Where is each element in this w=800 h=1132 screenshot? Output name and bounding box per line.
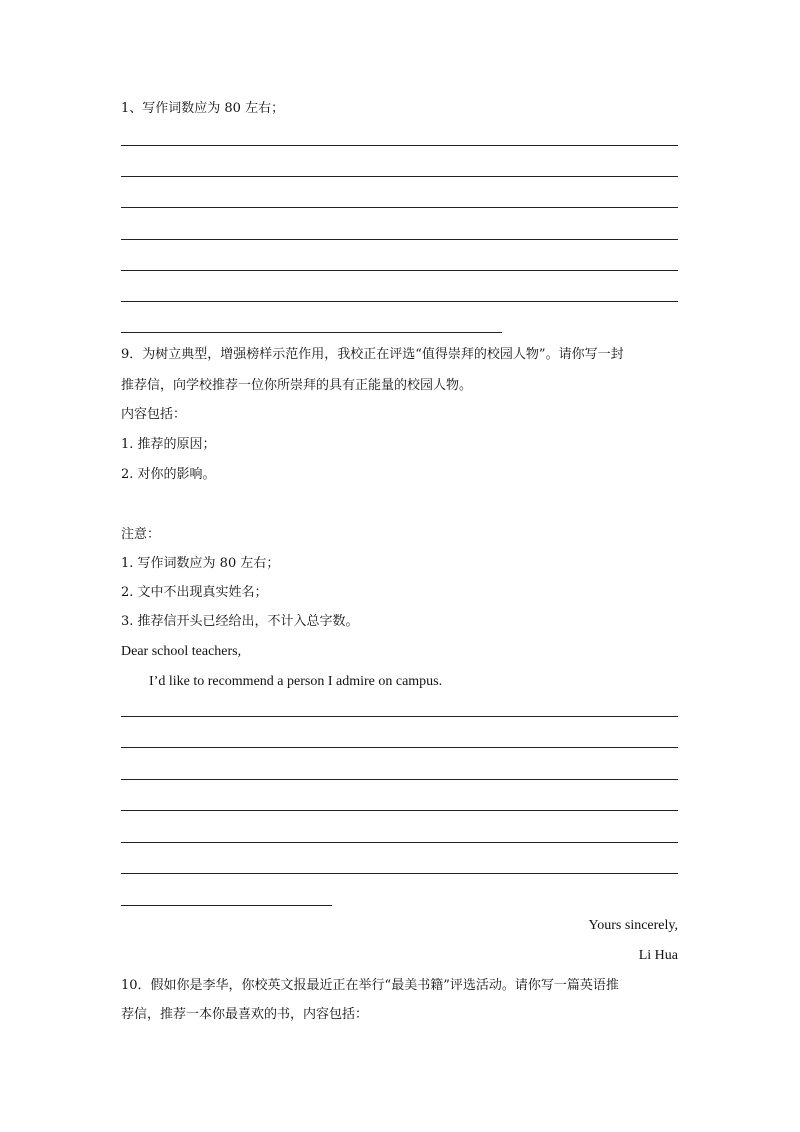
- answer-line: [121, 747, 678, 748]
- q9-content-item-1: 1. 推荐的原因；: [121, 437, 216, 452]
- q9-prompt-line1: 9．为树立典型，增强榜样示范作用，我校正在评选“值得崇拜的校园人物”。请你写一封: [121, 347, 624, 362]
- letter-salutation: Dear school teachers,: [121, 644, 242, 659]
- q10-prompt-line1: 10．假如你是李华，你校英文报最近正在举行“最美书籍”评选活动。请你写一篇英语推: [121, 978, 619, 993]
- letter-signature: Li Hua: [638, 948, 678, 963]
- answer-line: [121, 842, 678, 843]
- answer-line: [121, 176, 678, 177]
- answer-line: [121, 207, 678, 208]
- q10-prompt-line2: 荐信，推荐一本你最喜欢的书，内容包括：: [121, 1007, 369, 1022]
- answer-line: [121, 145, 678, 146]
- q9-notes-heading: 注意：: [121, 527, 161, 542]
- answer-line-short: [121, 905, 332, 906]
- answer-line: [121, 239, 678, 240]
- q9-note-3: 3. 推荐信开头已经给出，不计入总字数。: [121, 614, 359, 629]
- q9-content-heading: 内容包括：: [121, 407, 187, 422]
- answer-line: [121, 301, 678, 302]
- q9-prompt-line2: 推荐信，向学校推荐一位你所崇拜的具有正能量的校园人物。: [121, 378, 473, 393]
- answer-line: [121, 270, 678, 271]
- q8-note-word-count: 1、写作词数应为 80 左右；: [121, 101, 285, 116]
- q9-note-1: 1. 写作词数应为 80 左右；: [121, 556, 280, 571]
- letter-opening: I’d like to recommend a person I admire on campus.: [149, 674, 443, 689]
- answer-line-short: [121, 332, 502, 333]
- answer-line: [121, 810, 678, 811]
- answer-line: [121, 716, 678, 717]
- answer-line: [121, 873, 678, 874]
- q9-note-2: 2. 文中不出现真实姓名；: [121, 585, 268, 600]
- answer-line: [121, 779, 678, 780]
- letter-closing: Yours sincerely,: [588, 918, 678, 933]
- q9-content-item-2: 2. 对你的影响。: [121, 467, 216, 482]
